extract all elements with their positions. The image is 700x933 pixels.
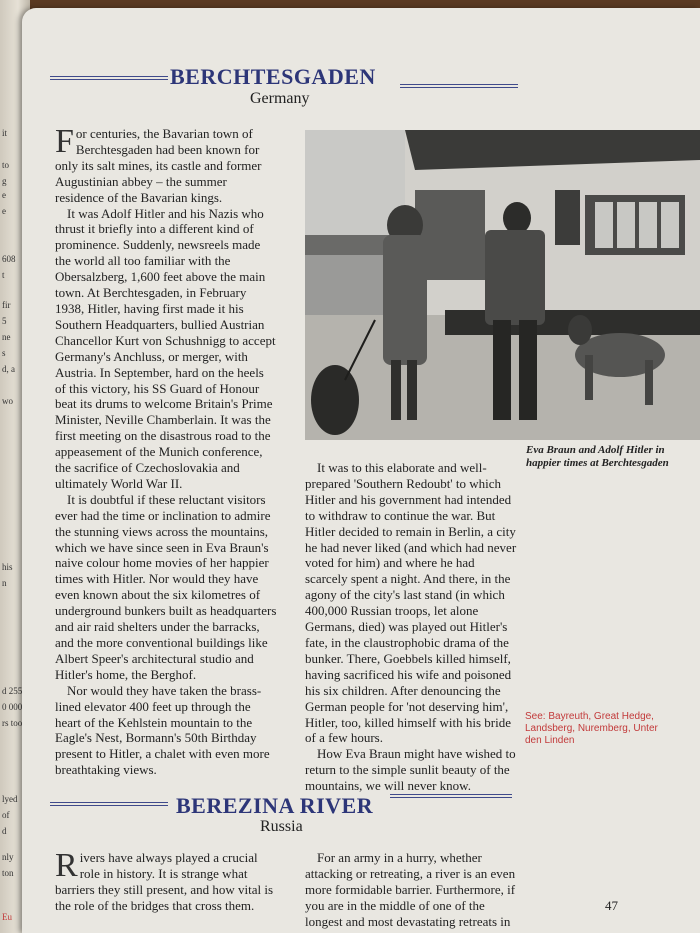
prev-page-fragment: rs too [2,718,23,728]
prev-page-fragment: n [2,578,7,588]
photo-caption: Eva Braun and Adolf Hitler in happier times at Berchtesgaden [526,444,669,469]
article-column-right [305,460,517,794]
section-title: BERCHTESGADEN [170,64,376,89]
prev-page-fragment: g [2,176,7,186]
paragraph: It is doubtful if these reluctant visitors ever had the time or inclination to admire the stunning views across the mountains, which we have since seen in Eva Braun's naive colour home movies of her happier times with Hitler. Nor would they have even known about the six kilometres of underground bunkers built as headquarters and air raid shelters under the barracks, and the more conventional buildings like Albert Speer's architectural studio and Hitler's home, the Berghof. [55,491,277,682]
prev-page-fragment: nly [2,852,14,862]
prev-page-fragment: lyed [2,794,18,804]
prev-page-fragment: d 255 [2,686,23,696]
prev-page-fragment: fir [2,300,11,310]
drop-cap: F [55,123,74,160]
paragraph: Rivers have always played a crucial role in history. It is strange what barriers they still present, and how vital is the role of the bridges that cross them. [55,847,274,913]
section-title: BEREZINA RIVER [176,793,374,818]
article-column-right [305,850,517,930]
paragraph: How Eva Braun might have wished to return to the simple sunlit beauty of the mountains, we will never know. [305,746,516,794]
prev-page-fragment: his [2,562,13,572]
prev-page-fragment: to [2,160,10,170]
prev-page-fragment: d, a [2,364,15,374]
article-column-left [55,123,277,778]
prev-page-fragment: s [2,348,6,358]
drop-cap: R [55,847,78,884]
section-country: Germany [250,90,310,107]
section-country: Russia [260,818,303,835]
prev-page-fragment: it [2,128,8,138]
prev-page-fragment: e [2,190,6,200]
paragraph: It was to this elaborate and well-prepared 'Southern Redoubt' to which Hitler and his government had intended to withdraw to continue the war. But Hitler decided to remain in Berlin, a city he had never liked (and which had never voted for him) and where he had scarcely spent a night. And there, in the agony of the city's last stand (in which 400,000 Russian troops, let alone Germans, died) was played out Hitler's fate, in the claustrophobic drama of the bunker. There, Goebbels killed himself, having sacrificed his wife and poisoned his six children. After denouncing the German people for 'not deserving him', Hitler, too, killed himself with his bride of a few hours. [305,460,517,746]
prev-page-fragment: 0 000 [2,702,23,712]
paragraph: Nor would they have taken the brass-lined elevator 400 feet up through the heart of the Kehlstein mountain to the Eagle's Nest, Bormann's 50th Birthday present to Hitler, a chalet with even more breathtaking views. [55,682,270,778]
prev-page-fragment: of [2,810,10,820]
prev-page-fragment: ne [2,332,11,342]
historical-photo [305,130,700,440]
prev-page-fragment: d [2,826,7,836]
paragraph: For an army in a hurry, whether attacking or retreating, a river is an even more formidable barrier. Furthermore, if you are in the middle of one of the longest and most devastating retreats in [305,850,516,929]
title-rule-left [50,802,168,806]
paragraph: It was Adolf Hitler and his Nazis who thrust it briefly into a different kind of prominence. Suddenly, newsreels made the world all too familiar with the Obersalzberg, 1,600 feet above the main town. At Berchtesgaden, in February 1938, Hitler, having first made it his Southern Headquarters, bullied Austrian Chancellor Kurt von Schushnigg to accept Germany's Anchluss, or merger, with Austria. In September, hard on the heels of this victory, his SS Guard of Honour beat its drums to welcome Britain's Prime Minister, Neville Chamberlain. It was the first meeting on the disastrous road to the appeasement of the Munich conference, the sacrifice of Czechoslovakia and ultimately World War II. [55,205,276,491]
prev-page-fragment: t [2,270,5,280]
title-rule-right [400,84,518,88]
title-rule-left [50,76,168,80]
prev-page-fragment: e [2,206,6,216]
prev-page-fragment: wo [2,396,13,406]
prev-page-fragment: ton [2,868,14,878]
see-also-references: See: Bayreuth, Great Hedge, Landsberg, Nuremberg, Unter den Linden [525,711,658,746]
article-column-left [55,847,277,914]
title-rule-right [390,794,512,798]
prev-page-fragment: 5 [2,316,7,326]
photo-illustration [305,130,700,440]
prev-page-fragment: Eu [2,912,12,922]
book-page [22,8,700,933]
prev-page-fragment: 608 [2,254,16,264]
page-number: 47 [605,898,618,913]
paragraph: For centuries, the Bavarian town of Berchtesgaden had been known for only its salt mines, its castle and former Augustinian abbey – the summer residence of the Bavarian kings. [55,123,262,205]
